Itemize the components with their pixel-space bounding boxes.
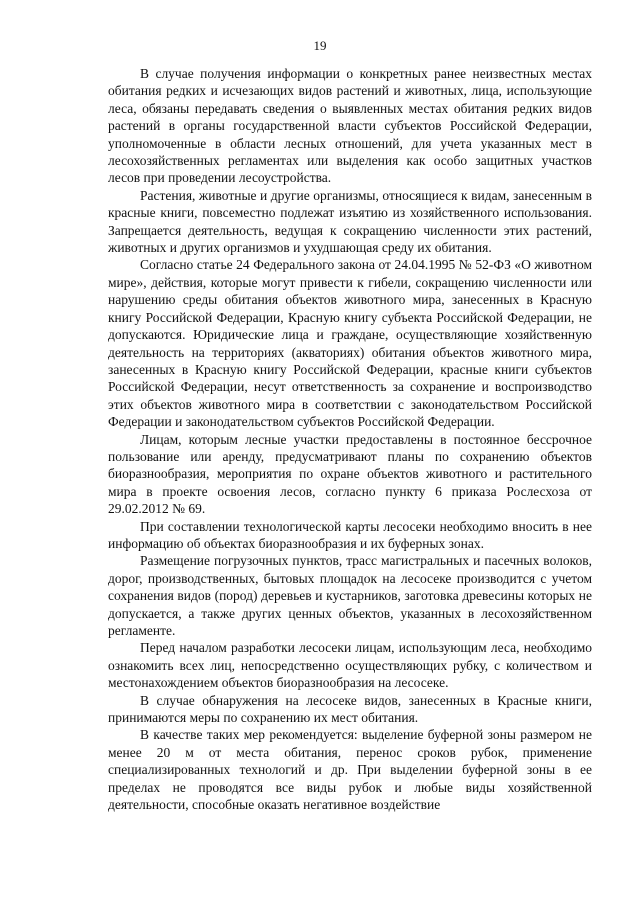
- paragraph-technological-map: При составлении технологической карты лесосеки необходимо вносить в нее информацию об объектах биоразнообразия и их буферных зонах.: [108, 518, 592, 551]
- document-body: [108, 65, 592, 813]
- paragraph-red-book-organisms: Растения, животные и другие организмы, относящиеся к видам, занесенным в красные книги, повсеместно подлежат изъятию из хозяйственного использования. Запрещается деятельность, ведущая к сокращению численности этих растений, животных и других организмов и ухудшающая среду их обитания.: [108, 187, 592, 256]
- paragraph-loading-points-placement: Размещение погрузочных пунктов, трасс магистральных и пасечных волоков, дорог, производственных, бытовых площадок на лесосеке производится с учетом сохранения видов (пород) деревьев и кустарников, заготовка древесины которых не допускается, а также других ценных объектов, указанных в лесохозяйственном регламенте.: [108, 553, 592, 638]
- paragraph-rare-species-info: В случае получения информации о конкретных ранее неизвестных местах обитания редких и исчезающих видов растений и животных, лица, использующие леса, обязаны передавать сведения о выявленных местах обитания редких видов растений в органы государственной власти субъектов Российской Федерации, уполномоченные в области лесных отношений, для учета указанных мест в лесохозяйственных регламентах или выделения как особо защитных участков лесов при проведении лесоустройства.: [108, 66, 592, 186]
- paragraph-before-logging: Перед началом разработки лесосеки лицам, использующим леса, необходимо ознакомить всех лиц, непосредственно осуществляющих рубку, с количеством и местонахождением объектов биоразнообразия на лесосеке.: [108, 640, 592, 691]
- paragraph-red-book-species-found: В случае обнаружения на лесосеке видов, занесенных в Красные книги, принимаются меры по сохранению их мест обитания.: [108, 692, 592, 726]
- paragraph-recommended-measures: В качестве таких мер рекомендуется: выделение буферной зоны размером не менее 20 м от места обитания, перенос сроков рубок, применение специализированных технологий и др. При выделении буферной зоны в ее пределах не проводятся все виды рубок и любые виды хозяйственной деятельности, способные оказать негативное воздействие: [108, 727, 592, 813]
- paragraph-forest-plot-users: Лицам, которым лесные участки предоставлены в постоянное бессрочное пользование или аренду, предусматривают планы по сохранению объектов биоразнообразия, мероприятия по охране объектов животного и растительного мира в проекте освоения лесов, согласно пункту 6 приказа Рослесхоза от 29.02.2012 № 69.: [108, 431, 592, 517]
- page-number: 19: [313, 38, 327, 53]
- paragraph-federal-law-article-24: Согласно статье 24 Федерального закона от 24.04.1995 № 52-ФЗ «О животном мире», действия, которые могут привести к гибели, сокращению численности или нарушению среды обитания объектов животного мира, занесенных в Красную книгу Российской Федерации, Красную книгу субъекта Российской Федерации, не допускаются. Юридические лица и граждане, осуществляющие хозяйственную деятельность на территориях (акваториях) обитания объектов животного мира, занесенных в Красную книгу Российской Федерации, красные книги субъектов Российской Федерации, несут ответственность за сохранение и воспроизводство этих объектов животного мира в соответствии с законодательством Российской Федерации и законодательством субъектов Российской Федерации.: [108, 257, 592, 430]
